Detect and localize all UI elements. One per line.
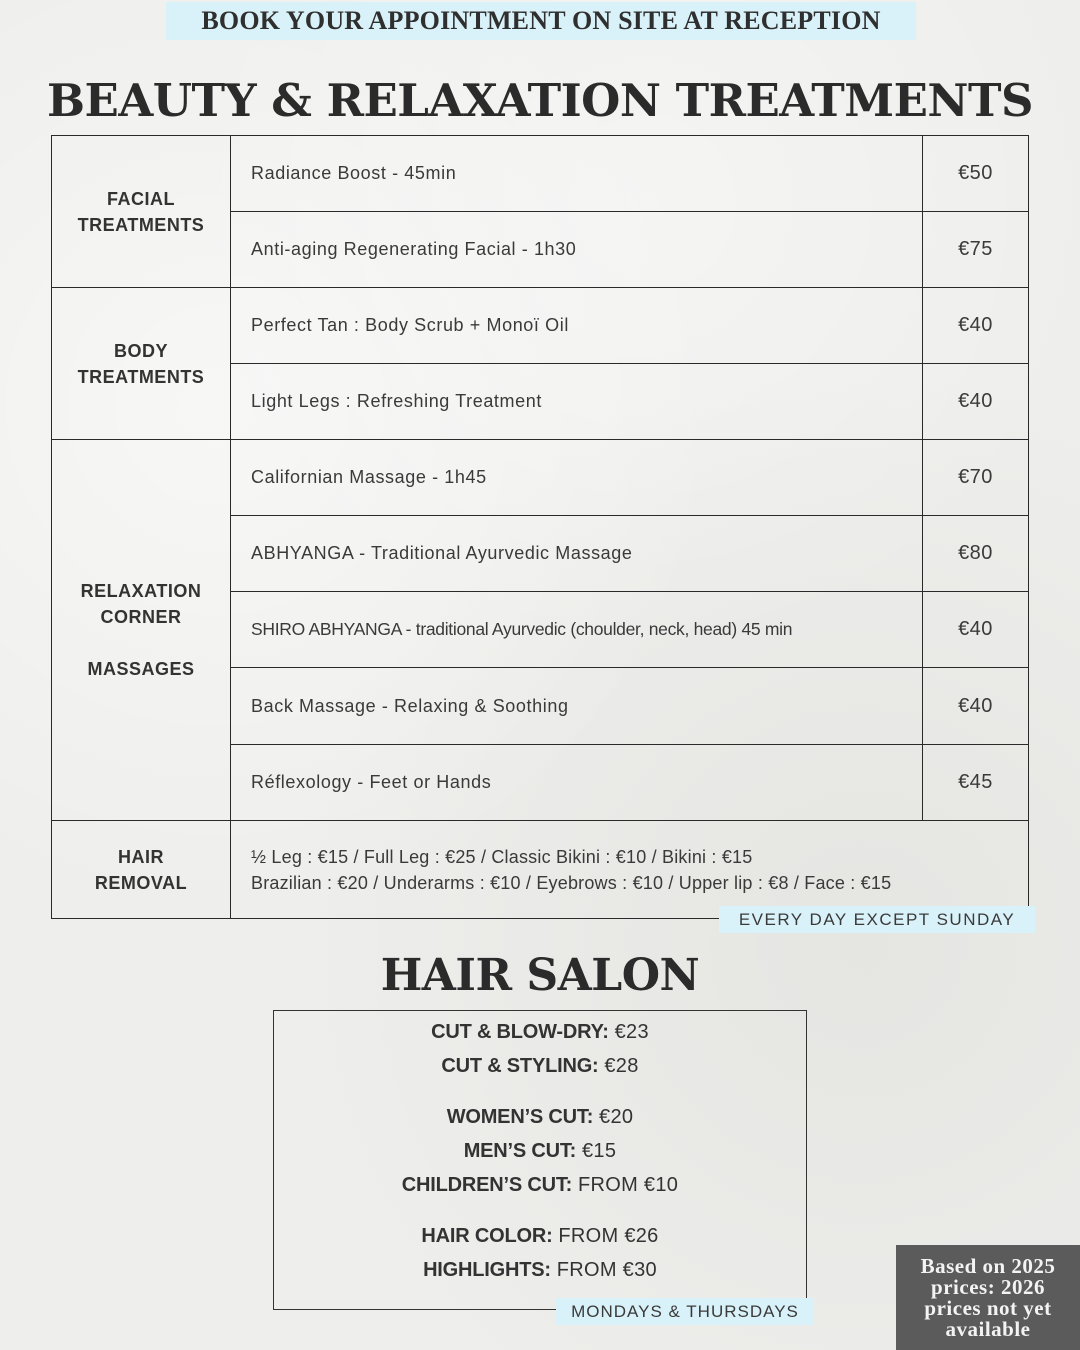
category-label: RELAXATION <box>80 581 202 601</box>
service-name: Perfect Tan : Body Scrub + Monoï Oil <box>231 288 923 364</box>
salon-item <box>274 1259 806 1282</box>
salon-item <box>274 1055 806 1078</box>
service-name: Anti-aging Regenerating Facial - 1h30 <box>231 212 923 288</box>
category-label: FACIAL <box>107 188 175 209</box>
treatments-table <box>51 135 1029 919</box>
salon-item-value: €20 <box>593 1106 634 1128</box>
salon-item-value: €15 <box>576 1140 617 1162</box>
service-price: €40 <box>923 364 1029 440</box>
salon-item-value: FROM €10 <box>572 1174 679 1196</box>
salon-item-label: MEN’S CUT: <box>463 1140 577 1162</box>
hair-removal-line: Brazilian : €20 / Underarms : €10 / Eyebrows : €10 / Upper lip : €8 / Face : €15 <box>251 872 892 893</box>
table-row <box>52 136 1029 212</box>
category-relaxation <box>52 440 231 821</box>
salon-item-value: FROM €26 <box>552 1225 659 1247</box>
salon-item-label: HAIR COLOR: <box>421 1225 553 1247</box>
salon-item <box>274 1225 806 1248</box>
salon-item-label: CUT & BLOW-DRY: <box>431 1021 609 1043</box>
table-row <box>52 821 1029 919</box>
booking-banner: BOOK YOUR APPOINTMENT ON SITE AT RECEPTION <box>166 2 916 40</box>
category-label: REMOVAL <box>94 872 188 893</box>
salon-days-badge: MONDAYS & THURSDAYS <box>556 1298 814 1325</box>
salon-item-label: WOMEN’S CUT: <box>446 1106 594 1128</box>
salon-item-value: FROM €30 <box>550 1259 657 1281</box>
service-name: ABHYANGA - Traditional Ayurvedic Massage <box>231 516 923 592</box>
service-price: €40 <box>923 288 1029 364</box>
service-name: Radiance Boost - 45min <box>231 136 923 212</box>
service-price: €45 <box>923 745 1029 821</box>
salon-item <box>274 1021 806 1044</box>
salon-item-label: CHILDREN’S CUT: <box>401 1174 573 1196</box>
category-label: CORNER <box>100 607 182 627</box>
service-price: €70 <box>923 440 1029 516</box>
service-name: Californian Massage - 1h45 <box>231 440 923 516</box>
category-label: BODY <box>113 340 168 361</box>
salon-item-value: €23 <box>608 1021 649 1043</box>
hair-removal-line: ½ Leg : €15 / Full Leg : €25 / Classic Bikini : €10 / Bikini : €15 <box>251 846 753 867</box>
service-name: SHIRO ABHYANGA - traditional Ayurvedic (choulder, neck, head) 45 min <box>231 592 923 668</box>
service-name: Back Massage - Relaxing & Soothing <box>231 668 923 745</box>
category-facial <box>52 136 231 288</box>
salon-title: HAIR SALON <box>380 950 700 1001</box>
hair-removal-prices <box>231 821 1029 919</box>
salon-item <box>274 1174 806 1197</box>
salon-item <box>274 1106 806 1129</box>
pricing-note: Based on 2025 prices: 2026 prices not yet available <box>896 1245 1080 1350</box>
service-price: €75 <box>923 212 1029 288</box>
salon-item-value: €28 <box>598 1055 639 1077</box>
salon-price-box <box>273 1010 807 1310</box>
category-label: TREATMENTS <box>77 214 205 235</box>
salon-item-label: HIGHLIGHTS: <box>423 1259 551 1281</box>
service-price: €80 <box>923 516 1029 592</box>
service-price: €50 <box>923 136 1029 212</box>
service-price: €40 <box>923 592 1029 668</box>
table-row <box>52 440 1029 516</box>
category-hair-removal <box>52 821 231 919</box>
service-name: Light Legs : Refreshing Treatment <box>231 364 923 440</box>
service-name: Réflexology - Feet or Hands <box>231 745 923 821</box>
salon-item-label: CUT & STYLING: <box>441 1055 599 1077</box>
table-row <box>52 288 1029 364</box>
service-price: €40 <box>923 668 1029 745</box>
salon-item <box>274 1140 806 1163</box>
category-label: MASSAGES <box>87 659 195 679</box>
page-title: BEAUTY & RELAXATION TREATMENTS <box>47 74 1033 127</box>
category-label: HAIR <box>118 846 164 867</box>
category-body <box>52 288 231 440</box>
availability-badge: EVERY DAY EXCEPT SUNDAY <box>719 906 1035 933</box>
category-label: TREATMENTS <box>77 366 205 387</box>
